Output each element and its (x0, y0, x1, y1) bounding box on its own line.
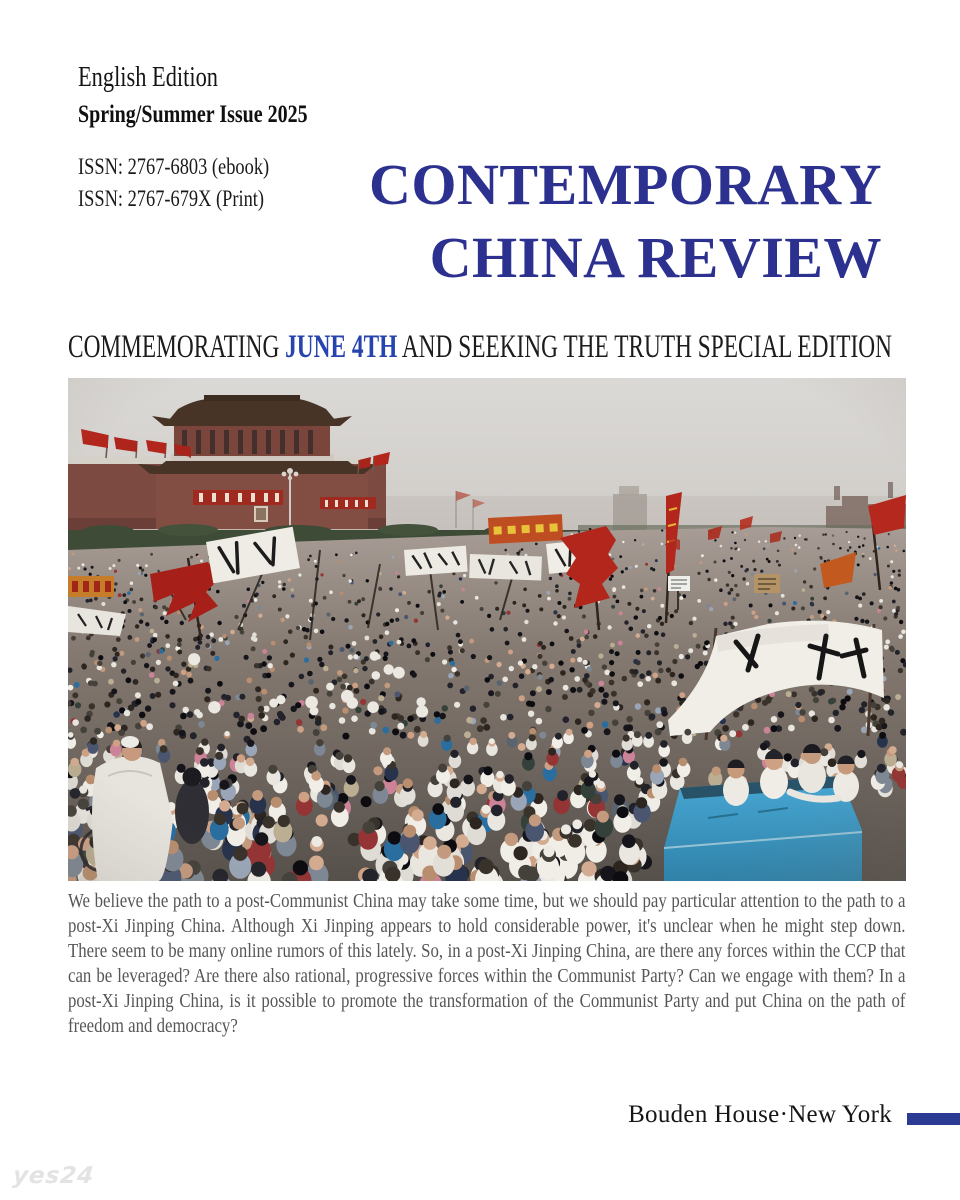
title-line-2: CHINA REVIEW (429, 225, 882, 290)
description-paragraph: We believe the path to a post-Communist China may take some time, but we should pay particular attention to the path to a post-Xi Jinping China. Although Xi Jinping appears to hold considerable power, it's unclear when he might step down. There seem to be many online rumors of this lately. So, in a post-Xi Jinping China, are there any forces within the CCP that can be leveraged? Are there also rational, progressive forces within the Communist Party? Can we engage with them? In a post-Xi Jinping China, is it possible to promote the transformation of the Communist Party and put China on the path of freedom and democracy? (68, 890, 906, 1037)
magazine-title (369, 148, 882, 294)
subtitle-highlight: JUNE 4TH (285, 329, 398, 365)
issn-ebook: ISSN: 2767-6803 (ebook) (78, 154, 270, 179)
accent-bar (907, 1113, 960, 1125)
special-edition-subtitle (68, 330, 892, 364)
title-line-1: CONTEMPORARY (368, 152, 882, 217)
bookstore-watermark: yes24 (11, 1163, 96, 1189)
issue-label: Spring/Summer Issue 2025 (78, 101, 308, 128)
issn-print: ISSN: 2767-679X (Print) (78, 186, 265, 211)
publisher-name: Bouden House·New York (628, 1101, 892, 1128)
issn-block (78, 151, 308, 215)
imprint-block (78, 60, 308, 215)
subtitle-prefix: COMMEMORATING (68, 329, 286, 365)
cover-photo (68, 378, 906, 881)
subtitle-suffix: AND SEEKING THE TRUTH SPECIAL EDITION (397, 329, 893, 365)
cover-photo-illustration (68, 378, 906, 881)
edition-label: English Edition (78, 62, 218, 93)
